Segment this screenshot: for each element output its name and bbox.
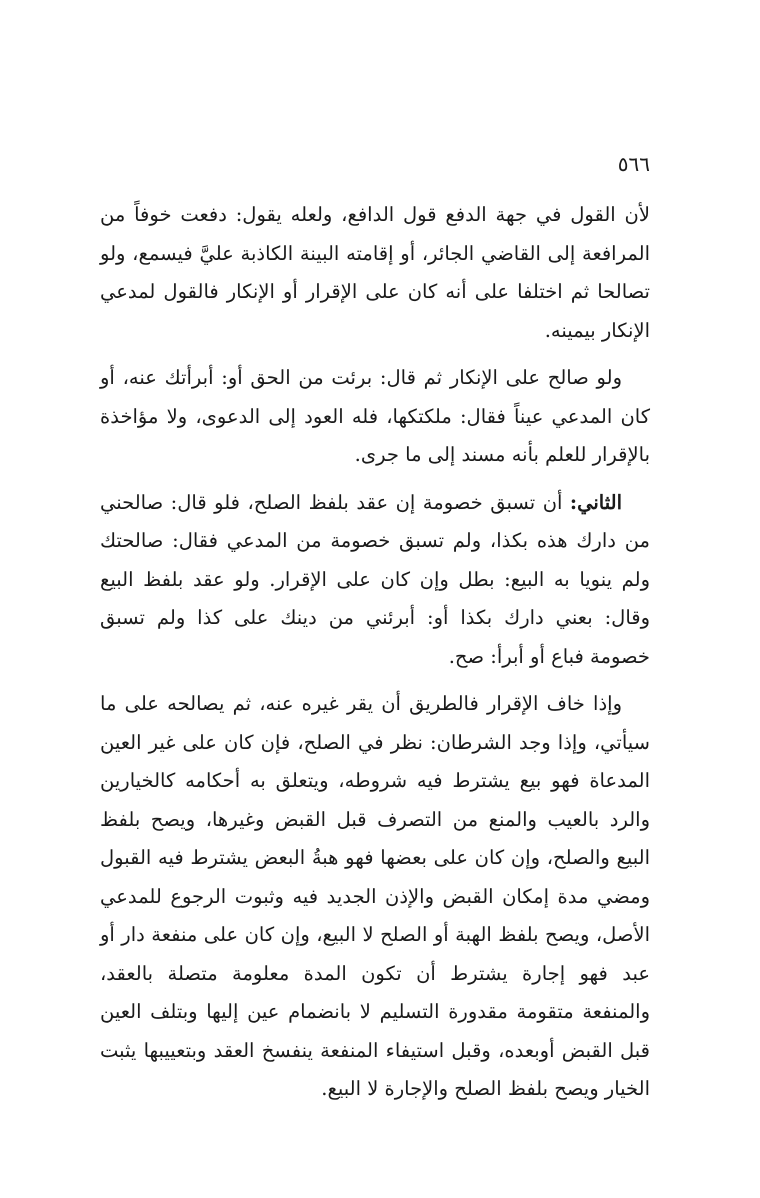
paragraph-text: وإذا خاف الإقرار فالطريق أن يقر غيره عنه، ثم يصالحه على ما سيأتي، وإذا وجد الشرطان: نظر في الصلح، فإن كان على غير العين المدعاة فهو بيع يشترط فيه شروطه، ويتعلق به أحكامه كالخيارين والرد بالعيب والمنع من التصرف قبل القبض وغيرها، ويصح بلفظ البيع والصلح، وإن كان على بعضها فهو هبةُ البعض يشترط فيه القبول ومضي مدة إمكان القبض والإذن الجديد فيه وثبوت الرجوع للمدعي الأصل، ويصح بلفظ الهبة أو الصلح لا البيع، وإن كان على منفعة دار أو عبد فهو إجارة يشترط أن تكون المدة معلومة متصلة بالعقد، والمنفعة متقومة مقدورة التسليم لا بانضمام عين إليها وبتلف العين قبل القبض أوبعده، وقبل استيفاء المنفعة ينفسخ العقد وبتعييبها يثبت الخيار ويصح بلفظ الصلح والإجارة لا البيع. <box>100 692 650 1100</box>
paragraph-text: أن تسبق خصومة إن عقد بلفظ الصلح، فلو قال: صالحني من دارك هذه بكذا، ولم تسبق خصومة من المدعي فقال: صالحتك ولم ينويا به البيع: بطل وإن كان على الإقرار. ولو عقد بلفظ البيع وقال: بعني دارك بكذا أو: أبرئني من دينك على كذا ولم تسبق خصومة فباع أو أبرأ: صح. <box>100 490 650 668</box>
paragraph-lead: الثاني: <box>569 490 622 514</box>
paragraph <box>100 484 650 677</box>
paragraph <box>100 685 650 1109</box>
paragraph-text: ولو صالح على الإنكار ثم قال: برئت من الحق أو: أبرأتك عنه، أو كان المدعي عيناً فقال: ملكتكها، فله العود إلى الدعوى، ولا مؤاخذة بالإقرار للعلم بأنه مسند إلى ما جرى. <box>100 366 650 466</box>
page-body <box>100 196 650 1118</box>
paragraph-text: لأن القول في جهة الدفع قول الدافع، ولعله يقول: دفعت خوفاً من المرافعة إلى القاضي الجائر، أو إقامته البينة الكاذبة عليَّ فيسمع، ولو تصالحا ثم اختلفا على أنه كان على الإقرار أو الإنكار فالقول لمدعي الإنكار بيمينه. <box>100 203 650 342</box>
paragraph <box>100 196 650 350</box>
page-number: ٥٦٦ <box>617 152 650 176</box>
paragraph <box>100 359 650 475</box>
